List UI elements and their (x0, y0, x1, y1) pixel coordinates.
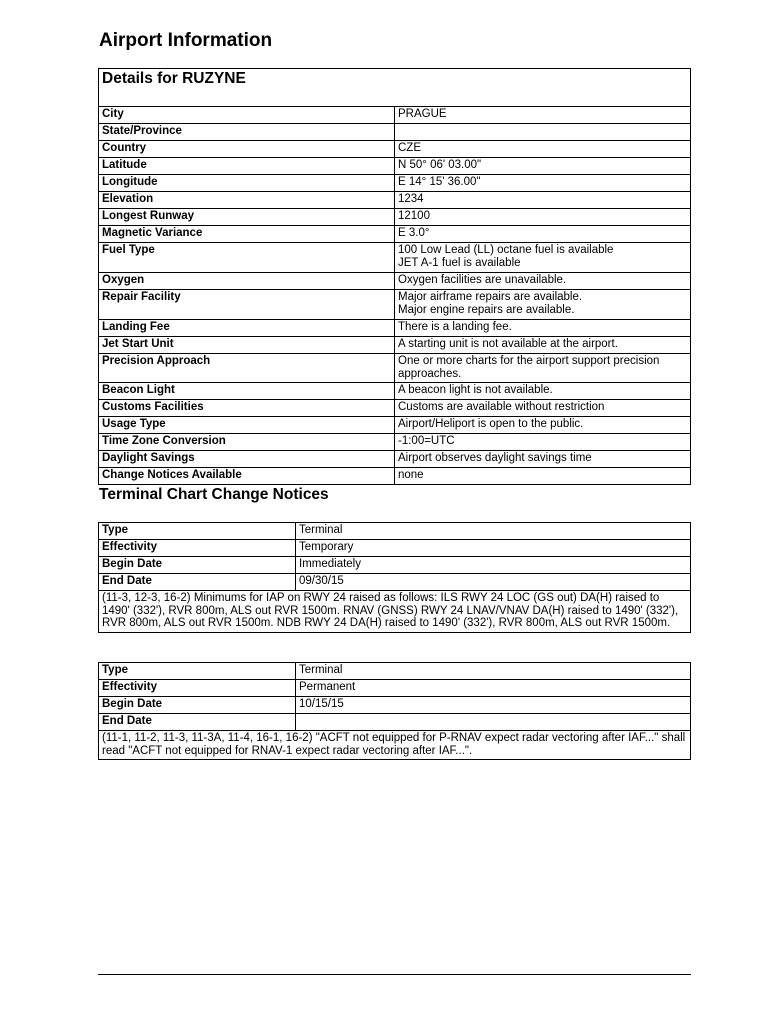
detail-value-state-province (395, 124, 691, 141)
notice-value-effectivity: Temporary (296, 540, 691, 557)
change-notice-table (98, 522, 691, 633)
notice-key-type: Type (99, 523, 296, 540)
detail-value-jet-start-unit: A starting unit is not available at the airport. (395, 337, 691, 354)
detail-value-repair-facility: Major airframe repairs are available. Major engine repairs are available. (395, 290, 691, 320)
notices-section-title: Terminal Chart Change Notices (99, 486, 329, 503)
detail-value-daylight-savings: Airport observes daylight savings time (395, 451, 691, 468)
notice-description: (11-3, 12-3, 16-2) Minimums for IAP on RWY 24 raised as follows: ILS RWY 24 LOC (GS out) DA(H) raised to 1490' (332'), RVR 800m, ALS out RVR 1500m. RNAV (GNSS) RWY 24 LNAV/VNAV DA(H) raised to 1490' (332'), RVR 800m, ALS out RVR 1500m. NDB RWY 24 DA(H) raised to 1490' (332'), RVR 800m, ALS out RVR 1500m. (99, 591, 691, 633)
detail-key-longitude: Longitude (99, 175, 395, 192)
detail-key-country: Country (99, 141, 395, 158)
notice-value-end-date (296, 714, 691, 731)
detail-key-oxygen: Oxygen (99, 273, 395, 290)
detail-key-fuel-type: Fuel Type (99, 243, 395, 273)
detail-value-customs-facilities: Customs are available without restriction (395, 400, 691, 417)
detail-key-usage-type: Usage Type (99, 417, 395, 434)
notice-key-end-date: End Date (99, 714, 296, 731)
notice-key-end-date: End Date (99, 574, 296, 591)
notice-value-begin-date: 10/15/15 (296, 697, 691, 714)
detail-value-usage-type: Airport/Heliport is open to the public. (395, 417, 691, 434)
notice-value-end-date: 09/30/15 (296, 574, 691, 591)
detail-key-city: City (99, 107, 395, 124)
detail-value-change-notices-available: none (395, 468, 691, 485)
detail-value-elevation: 1234 (395, 192, 691, 209)
detail-value-time-zone-conversion: -1:00=UTC (395, 434, 691, 451)
notice-key-begin-date: Begin Date (99, 557, 296, 574)
detail-key-latitude: Latitude (99, 158, 395, 175)
airport-details-table (98, 68, 691, 485)
detail-key-longest-runway: Longest Runway (99, 209, 395, 226)
detail-key-precision-approach: Precision Approach (99, 354, 395, 383)
details-heading: Details for RUZYNE (99, 69, 691, 107)
change-notice-table (98, 662, 691, 760)
notice-value-effectivity: Permanent (296, 680, 691, 697)
detail-key-repair-facility: Repair Facility (99, 290, 395, 320)
detail-key-customs-facilities: Customs Facilities (99, 400, 395, 417)
notice-value-begin-date: Immediately (296, 557, 691, 574)
detail-value-latitude: N 50° 06' 03.00" (395, 158, 691, 175)
detail-key-state-province: State/Province (99, 124, 395, 141)
page-title: Airport Information (99, 30, 273, 51)
notice-value-type: Terminal (296, 663, 691, 680)
detail-key-daylight-savings: Daylight Savings (99, 451, 395, 468)
footer-rule (98, 974, 691, 975)
detail-key-change-notices-available: Change Notices Available (99, 468, 395, 485)
detail-key-time-zone-conversion: Time Zone Conversion (99, 434, 395, 451)
detail-value-longest-runway: 12100 (395, 209, 691, 226)
detail-key-elevation: Elevation (99, 192, 395, 209)
notice-value-type: Terminal (296, 523, 691, 540)
detail-key-jet-start-unit: Jet Start Unit (99, 337, 395, 354)
notice-key-effectivity: Effectivity (99, 540, 296, 557)
detail-value-fuel-type: 100 Low Lead (LL) octane fuel is available JET A-1 fuel is available (395, 243, 691, 273)
detail-value-country: CZE (395, 141, 691, 158)
notice-key-type: Type (99, 663, 296, 680)
detail-value-beacon-light: A beacon light is not available. (395, 383, 691, 400)
notice-description: (11-1, 11-2, 11-3, 11-3A, 11-4, 16-1, 16-2) "ACFT not equipped for P-RNAV expect radar vectoring after IAF..." shall read "ACFT not equipped for RNAV-1 expect radar vectoring after IAF...". (99, 731, 691, 760)
detail-key-beacon-light: Beacon Light (99, 383, 395, 400)
detail-value-landing-fee: There is a landing fee. (395, 320, 691, 337)
detail-key-magnetic-variance: Magnetic Variance (99, 226, 395, 243)
detail-value-precision-approach: One or more charts for the airport support precision approaches. (395, 354, 691, 383)
detail-value-city: PRAGUE (395, 107, 691, 124)
notice-key-begin-date: Begin Date (99, 697, 296, 714)
detail-value-longitude: E 14° 15' 36.00" (395, 175, 691, 192)
detail-key-landing-fee: Landing Fee (99, 320, 395, 337)
detail-value-oxygen: Oxygen facilities are unavailable. (395, 273, 691, 290)
detail-value-magnetic-variance: E 3.0° (395, 226, 691, 243)
notice-key-effectivity: Effectivity (99, 680, 296, 697)
